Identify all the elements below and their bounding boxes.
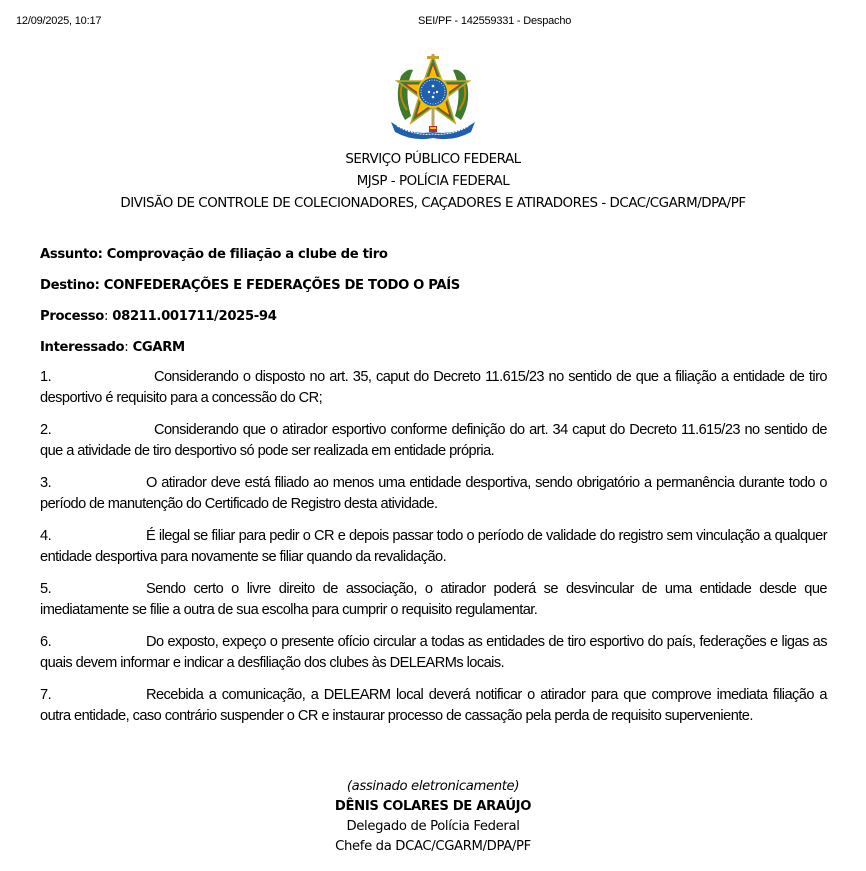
paragraph-number: 5. <box>40 581 52 597</box>
paragraph-2 <box>40 420 827 462</box>
meta-destino: Destino: CONFEDERAÇÕES E FEDERAÇÕES DE TODO O PAÍS <box>40 278 460 293</box>
meta-assunto-label: Assunto <box>40 247 98 262</box>
meta-processo-value: 08211.001711/2025-94 <box>112 309 277 324</box>
signatory-name: DÊNIS COLARES DE ARAÚJO <box>334 799 532 814</box>
signature-note: (assinado eletronicamente) <box>346 779 520 794</box>
org-line-division: DIVISÃO DE CONTROLE DE COLECIONADORES, CAÇADORES E ATIRADORES - DCAC/CGARM/DPA/PF <box>120 196 746 211</box>
document-meta <box>40 243 460 367</box>
meta-interessado: Interessado: CGARM <box>40 340 185 355</box>
meta-processo: Processo: 08211.001711/2025-94 <box>40 309 277 324</box>
org-line-service: SERVIÇO PÚBLICO FEDERAL <box>345 152 521 167</box>
meta-processo-label: Processo <box>40 309 104 324</box>
paragraph-number: 3. <box>40 475 52 491</box>
brazil-coat-of-arms-icon <box>387 50 479 140</box>
paragraph-4 <box>40 526 827 568</box>
meta-interessado-label: Interessado <box>40 340 125 355</box>
signature-block <box>0 777 866 857</box>
paragraph-text: Considerando o disposto no art. 35, caput do Decreto 11.615/23 no sentido de que a filiação a entidade de tiro desportivo é requisito para a concessão do CR; <box>40 369 827 406</box>
paragraph-7 <box>40 685 827 727</box>
paragraph-text: Recebida a comunicação, a DELEARM local deverá notificar o atirador para que comprove imediata filiação a outra entidade, caso contrário suspender o CR e instaurar processo de cassação pela perda de requisito superveniente. <box>40 687 827 724</box>
paragraph-number: 7. <box>40 687 52 703</box>
paragraph-text: Sendo certo o livre direito de associação, o atirador poderá se desvincular de uma entidade desde que imediatamente se filie a outra de sua escolha para cumprir o requisito regulamentar. <box>40 581 827 618</box>
meta-destino-value: CONFEDERAÇÕES E FEDERAÇÕES DE TODO O PAÍS <box>103 278 460 293</box>
paragraph-6 <box>40 632 827 674</box>
signatory-role: Delegado de Polícia Federal <box>346 819 520 834</box>
print-datetime: 12/09/2025, 10:17 <box>16 15 102 27</box>
paragraph-number: 2. <box>40 422 52 438</box>
paragraph-number: 1. <box>40 369 52 385</box>
paragraph-5 <box>40 579 827 621</box>
meta-assunto-value: Comprovação de filiação a clube de tiro <box>106 247 388 262</box>
paragraph-number: 4. <box>40 528 52 544</box>
signatory-position: Chefe da DCAC/CGARM/DPA/PF <box>335 839 531 854</box>
meta-assunto: Assunto: Comprovação de filiação a clube de tiro <box>40 247 388 262</box>
document-body <box>40 367 827 738</box>
paragraph-text: Do exposto, expeço o presente ofício circular a todas as entidades de tiro esportivo do país, federações e ligas as quais devem informar e indicar a desfiliação dos clubes às DELEARMs locais. <box>40 634 827 671</box>
print-header <box>0 15 866 31</box>
document-title: SEI/PF - 142559331 - Despacho <box>418 15 572 27</box>
paragraph-text: O atirador deve está filiado ao menos uma entidade desportiva, sendo obrigatório a permanência durante todo o período de manutenção do Certificado de Registro desta atividade. <box>40 475 827 512</box>
paragraph-text: É ilegal se filiar para pedir o CR e depois passar todo o período de validade do registro sem vinculação a qualquer entidade desportiva para novamente se filiar quando da revalidação. <box>40 528 827 565</box>
organization-header <box>0 149 866 215</box>
paragraph-text: Considerando que o atirador esportivo conforme definição do art. 34 caput do Decreto 11.615/23 no sentido de que a atividade de tiro desportivo só pode ser realizada em entidade própria. <box>40 422 827 459</box>
meta-destino-label: Destino <box>40 278 95 293</box>
paragraph-number: 6. <box>40 634 52 650</box>
meta-interessado-value: CGARM <box>132 340 185 355</box>
paragraph-3 <box>40 473 827 515</box>
org-line-agency: MJSP - POLÍCIA FEDERAL <box>356 174 510 189</box>
paragraph-1 <box>40 367 827 409</box>
